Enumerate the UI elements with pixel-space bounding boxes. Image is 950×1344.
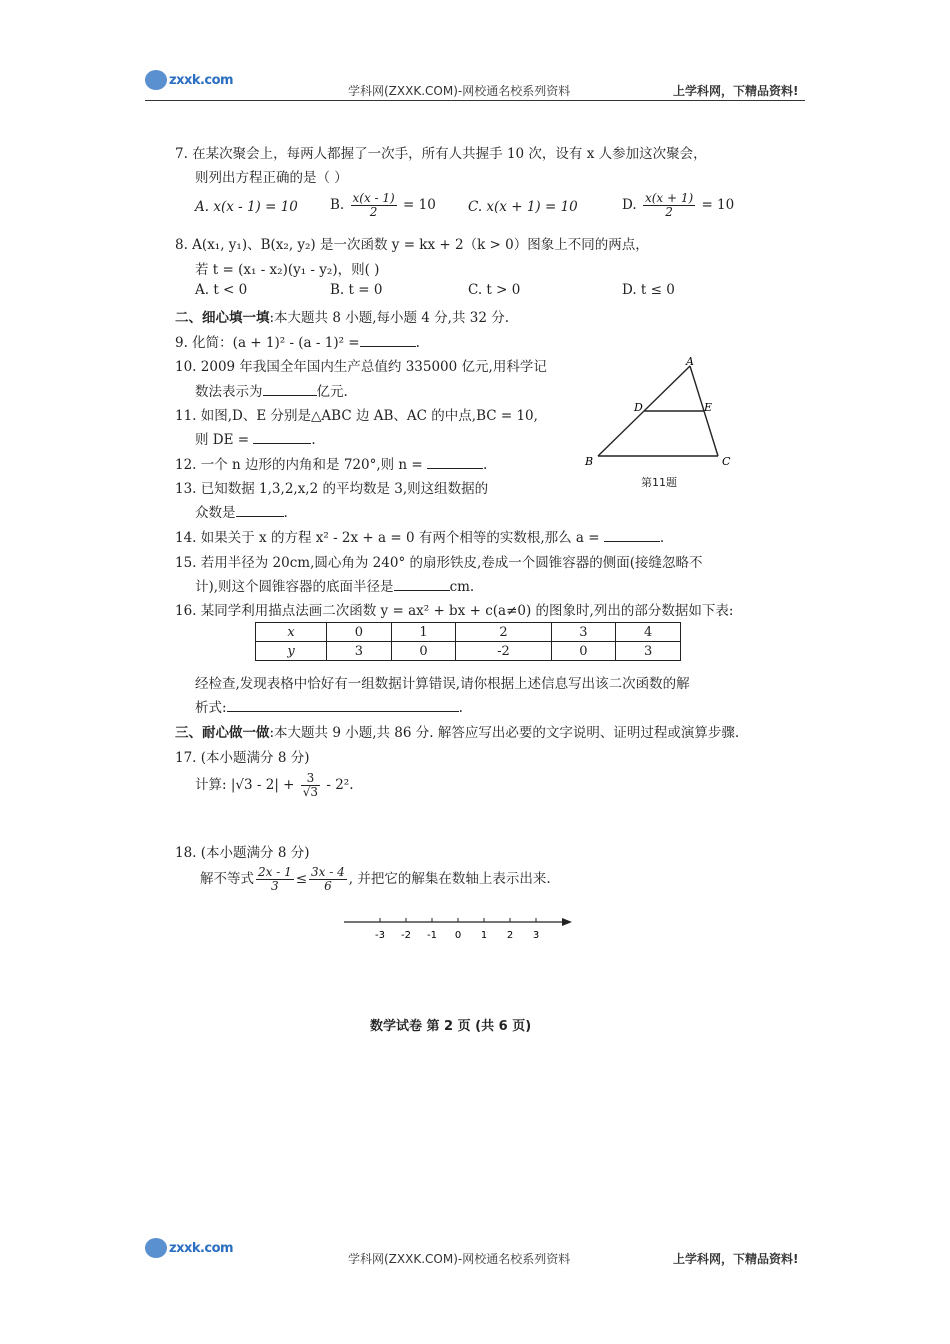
q17-numerator: 3 [301, 772, 320, 786]
q16-blank [227, 711, 459, 712]
q7-d-numerator: x(x + 1) [644, 191, 694, 205]
q13-line2: 众数是 . [195, 505, 288, 521]
q16-text: 析式: [195, 700, 227, 716]
footer-zxxk-logo [145, 1238, 233, 1258]
q18-operator: ≤ [295, 871, 308, 887]
q11-blank [253, 443, 311, 444]
q17-fraction [301, 772, 320, 799]
q16-line1: 16. 某同学利用描点法画二次函数 y = ax² + bx + c(a≠0) 的图象时,列出的部分数据如下表: [175, 603, 734, 619]
q15-line2 [195, 575, 474, 595]
q7-line1: 7. 在某次聚会上，每两人都握了一次手，所有人共握手 10 次，设有 x 人参加这次聚会， [175, 146, 707, 162]
table-cell: 3 [551, 623, 616, 642]
q7-b-denominator: 2 [369, 205, 378, 219]
q17-calc-label: 计算: [195, 777, 227, 793]
label-b: B [585, 455, 594, 468]
q7-option-b-label: B. [330, 197, 345, 213]
q12: 12. 一个 n 边形的内角和是 720°,则 n = . [175, 457, 488, 473]
q10-line1: 10. 2009 年我国全年国内生产总值约 335000 亿元,用科学记 [175, 359, 547, 375]
q18-right-numerator: 3x - 4 [311, 865, 345, 879]
label-e: E [704, 401, 713, 414]
q12-blank [427, 468, 483, 469]
q14-blank [604, 541, 660, 542]
axis-tick-label: 3 [532, 930, 540, 941]
q10-text-a: 数法表示为 [195, 384, 263, 400]
q13-text: 众数是 [195, 505, 236, 521]
section2-desc: :本大题共 8 小题,每小题 4 分,共 32 分. [269, 310, 510, 326]
table-cell: 3 [327, 642, 392, 661]
zxxk-logo [145, 70, 233, 90]
q18-inequality [200, 866, 551, 893]
section2-title: 二、细心填一填 [175, 310, 270, 326]
q8-line1: 8. A(x₁, y₁)、B(x₂, y₂) 是一次函数 y = kx + 2（k > 0）图象上不同的两点， [175, 237, 649, 253]
q11-line2: 则 DE = . [195, 432, 316, 448]
header-right: 上学科网，下精品资料! [673, 84, 799, 98]
q16-data-table [255, 622, 681, 661]
q18-left-numerator: 2x - 1 [258, 865, 292, 879]
axis-tick-label: -1 [427, 930, 437, 941]
q8-option-d: D. t ≤ 0 [622, 282, 675, 298]
q17-abs-expression: |√3 - 2| + [230, 777, 295, 793]
figure-caption: 第11题 [641, 476, 677, 489]
q18-right-fraction [309, 866, 347, 893]
q14: 14. 如果关于 x 的方程 x² - 2x + a = 0 有两个相等的实数根,那么 a = . [175, 530, 665, 546]
q17-denominator: √3 [302, 785, 319, 799]
q8-option-a: A. t < 0 [195, 282, 248, 298]
section3-heading [175, 721, 739, 741]
q7-option-d-label: D. [622, 197, 637, 213]
logo-text: zxxk.com [169, 72, 234, 88]
table-cell: 4 [616, 623, 681, 642]
q18-right-denominator: 6 [324, 879, 332, 893]
q18-tail: , 并把它的解集在数轴上表示出来. [348, 871, 551, 887]
table-cell: 0 [327, 623, 392, 642]
q8-line2: 若 t = (x₁ - x₂)(y₁ - y₂)，则( ) [195, 262, 380, 278]
q11-line1: 11. 如图,D、E 分别是△ABC 边 AB、AC 的中点,BC = 10, [175, 408, 538, 424]
label-d: D [634, 401, 643, 414]
q14-text: 14. 如果关于 x 的方程 x² - 2x + a = 0 有两个相等的实数根,那么 a = [175, 530, 600, 546]
table-cell: 0 [551, 642, 616, 661]
header-center: 学科网(ZXXK.COM)-网校通名校系列资料 [348, 84, 571, 98]
axis-tick-label: -3 [375, 930, 385, 941]
section2-heading [175, 306, 509, 326]
q7-option-d [622, 192, 734, 219]
label-c: C [722, 455, 731, 468]
q7-b-numerator: x(x - 1) [352, 191, 395, 205]
header-rule [145, 100, 805, 101]
q7-option-c: C. x(x + 1) = 10 [468, 199, 578, 215]
q7-option-d-fraction [643, 192, 695, 219]
label-a: A [686, 356, 694, 368]
number-line-arrow [562, 918, 572, 926]
triangle-figure [582, 356, 742, 486]
table-cell: y [256, 642, 327, 661]
q16-line3: 析式: . [195, 700, 463, 716]
q8-option-b: B. t = 0 [330, 282, 383, 298]
q15-blank [394, 590, 450, 591]
q7-d-denominator: 2 [665, 205, 673, 219]
q10-blank [263, 395, 317, 396]
q8-option-c: C. t > 0 [468, 282, 521, 298]
footer-right: 上学科网，下精品资料! [673, 1252, 799, 1266]
q18-left-denominator: 3 [271, 879, 279, 893]
number-line [340, 910, 580, 946]
q7-option-b-fraction [351, 192, 397, 219]
q18-title: 18. (本小题满分 8 分) [175, 845, 310, 861]
logo-icon [145, 70, 167, 90]
axis-tick-label: 1 [480, 930, 488, 941]
q10-text-b: 亿元. [316, 384, 348, 400]
page-number: 数学试卷 第 2 页 (共 6 页) [370, 1019, 532, 1034]
q9-blank [360, 346, 416, 347]
table-cell: x [256, 623, 327, 642]
q7-line2: 则列出方程正确的是（ ） [195, 170, 348, 186]
footer-center: 学科网(ZXXK.COM)-网校通名校系列资料 [348, 1252, 571, 1266]
table-cell: 3 [616, 642, 681, 661]
q15-text-a: 计),则这个圆锥容器的底面半径是 [195, 579, 394, 595]
q16-line2: 经检查,发现表格中恰好有一组数据计算错误,请你根据上述信息写出该二次函数的解 [195, 676, 690, 692]
q15-line1: 15. 若用半径为 20cm,圆心角为 240° 的扇形铁皮,卷成一个圆锥容器的侧面(接缝忽略不 [175, 555, 703, 571]
q15-text-b: cm. [449, 579, 475, 595]
section3-title: 三、耐心做一做 [175, 725, 270, 741]
q13-line1: 13. 已知数据 1,3,2,x,2 的平均数是 3,则这组数据的 [175, 481, 489, 497]
q17-title: 17. (本小题满分 8 分) [175, 750, 310, 766]
q9-text: 9. 化简：(a + 1)² - (a - 1)² = [175, 335, 360, 351]
table-row [256, 623, 681, 642]
q7-option-b [330, 192, 436, 219]
q18-left-fraction [256, 866, 294, 893]
axis-tick-label: 0 [454, 930, 462, 941]
q12-text: 12. 一个 n 边形的内角和是 720°,则 n = [175, 457, 423, 473]
axis-tick-label: -2 [401, 930, 411, 941]
footer-logo-icon [145, 1238, 167, 1258]
footer-logo-text: zxxk.com [169, 1240, 234, 1256]
axis-tick-label: 2 [506, 930, 514, 941]
q11-text: 则 DE = [195, 432, 250, 448]
q9: 9. 化简：(a + 1)² - (a - 1)² = . [175, 335, 420, 351]
q7-option-b-tail: = 10 [403, 197, 436, 213]
table-row [256, 642, 681, 661]
q13-blank [236, 516, 284, 517]
section3-desc: :本大题共 9 小题,共 86 分. 解答应写出必要的文字说明、证明过程或演算步骤. [269, 725, 740, 741]
q7-option-a: A. x(x - 1) = 10 [195, 199, 298, 215]
q17-tail: - 2². [326, 777, 354, 793]
table-cell: 1 [391, 623, 456, 642]
table-cell: 0 [391, 642, 456, 661]
q10-line2 [195, 380, 348, 400]
table-cell: -2 [456, 642, 551, 661]
table-cell: 2 [456, 623, 551, 642]
q18-label: 解不等式 [200, 871, 254, 887]
q7-option-d-tail: = 10 [701, 197, 735, 213]
q17-expression [195, 772, 354, 799]
